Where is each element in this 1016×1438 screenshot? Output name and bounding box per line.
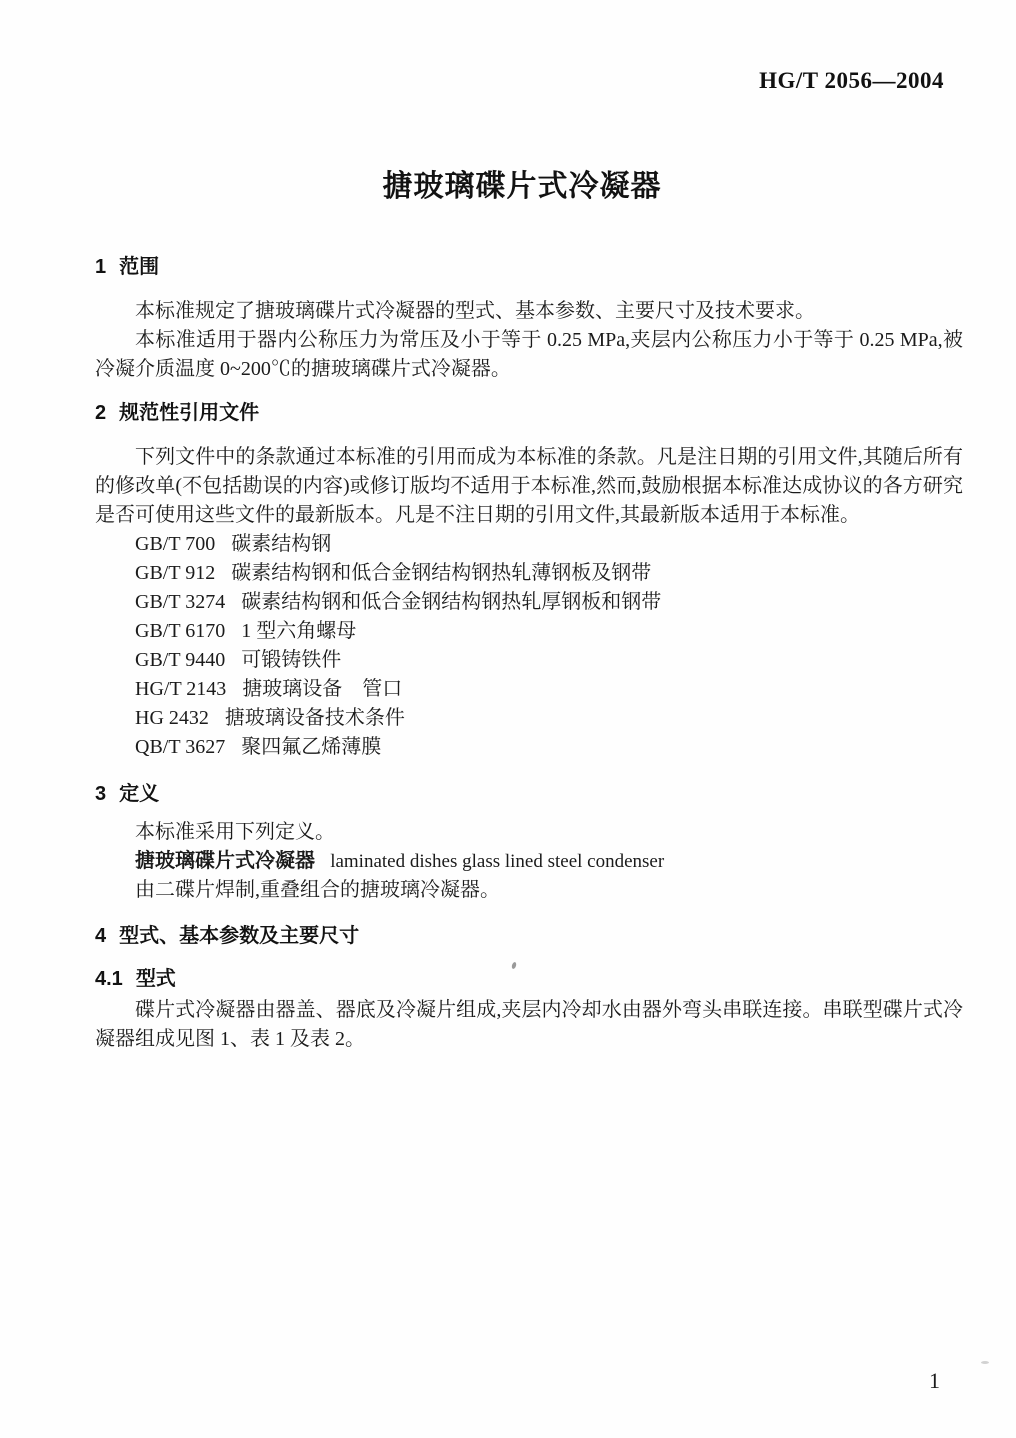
section-2-title: 规范性引用文件 [119, 402, 260, 424]
section-3-paragraph-1: 本标准采用下列定义。 [135, 821, 335, 843]
section-2-heading [95, 401, 963, 425]
document-body [95, 255, 963, 1054]
term-definition-line [95, 847, 963, 876]
section-4-1-heading [95, 967, 963, 991]
reference-name: 搪玻璃设备技术条件 [224, 707, 405, 729]
section-1-paragraph-2: 本标准适用于器内公称压力为常压及小于等于 0.25 MPa,夹层内公称压力小于等于 0.25 MPa,被冷凝介质温度 0~200℃的搪玻璃碟片式冷凝器。 [95, 329, 963, 380]
reference-name: 1 型六角螺母 [241, 620, 357, 642]
section-3-heading [95, 782, 963, 806]
section-2-number: 2 [95, 402, 107, 424]
reference-code: GB/T 912 [135, 562, 216, 584]
reference-item [95, 704, 963, 733]
section-4-1-title: 型式 [135, 968, 176, 990]
reference-item [95, 675, 963, 704]
section-1-number: 1 [95, 256, 107, 278]
reference-item [95, 530, 963, 559]
reference-item [95, 588, 963, 617]
page-number: 1 [929, 1368, 940, 1393]
reference-name: 碳素结构钢和低合金钢结构钢热轧薄钢板及钢带 [231, 562, 652, 584]
section-1-paragraph-1: 本标准规定了搪玻璃碟片式冷凝器的型式、基本参数、主要尺寸及技术要求。 [135, 300, 815, 322]
reference-name: 碳素结构钢 [231, 533, 332, 555]
section-4-number: 4 [95, 925, 107, 947]
scan-speck [981, 1361, 989, 1364]
reference-item [95, 617, 963, 646]
section-4-title: 型式、基本参数及主要尺寸 [119, 925, 360, 947]
reference-code: HG/T 2143 [135, 678, 227, 700]
reference-code: GB/T 9440 [135, 649, 226, 671]
reference-item [95, 733, 963, 762]
reference-name: 搪玻璃设备 管口 [242, 678, 403, 700]
section-4-heading [95, 924, 963, 948]
term-english: laminated dishes glass lined steel condenser [330, 851, 665, 872]
section-1-heading [95, 255, 963, 279]
section-1-title: 范围 [119, 256, 160, 278]
reference-name: 聚四氟乙烯薄膜 [241, 736, 382, 758]
reference-list [95, 530, 963, 762]
reference-code: GB/T 700 [135, 533, 216, 555]
reference-item [95, 646, 963, 675]
reference-code: QB/T 3627 [135, 736, 226, 758]
section-4-1-number: 4.1 [95, 968, 123, 990]
reference-name: 可锻铸铁件 [241, 649, 342, 671]
reference-item [95, 559, 963, 588]
reference-name: 碳素结构钢和低合金钢结构钢热轧厚钢板和钢带 [241, 591, 662, 613]
reference-code: GB/T 3274 [135, 591, 226, 613]
reference-code: HG 2432 [135, 707, 209, 729]
section-3-number: 3 [95, 783, 107, 805]
reference-code: GB/T 6170 [135, 620, 226, 642]
document-title: 搪玻璃碟片式冷凝器 [382, 170, 662, 203]
standard-code: HG/T 2056—2004 [759, 68, 944, 93]
term-chinese: 搪玻璃碟片式冷凝器 [135, 850, 315, 872]
section-4-1-paragraph-1: 碟片式冷凝器由器盖、器底及冷凝片组成,夹层内冷却水由器外弯头串联连接。串联型碟片式冷凝器组成见图 1、表 1 及表 2。 [95, 999, 963, 1050]
section-3-definition: 由二碟片焊制,重叠组合的搪玻璃冷凝器。 [135, 879, 500, 901]
section-3-title: 定义 [119, 783, 160, 805]
section-2-paragraph-1: 下列文件中的条款通过本标准的引用而成为本标准的条款。凡是注日期的引用文件,其随后所有的修改单(不包括勘误的内容)或修订版均不适用于本标准,然而,鼓励根据本标准达成协议的各方研究是否可使用这些文件的最新版本。凡是不注日期的引用文件,其最新版本适用于本标准。 [95, 446, 963, 526]
